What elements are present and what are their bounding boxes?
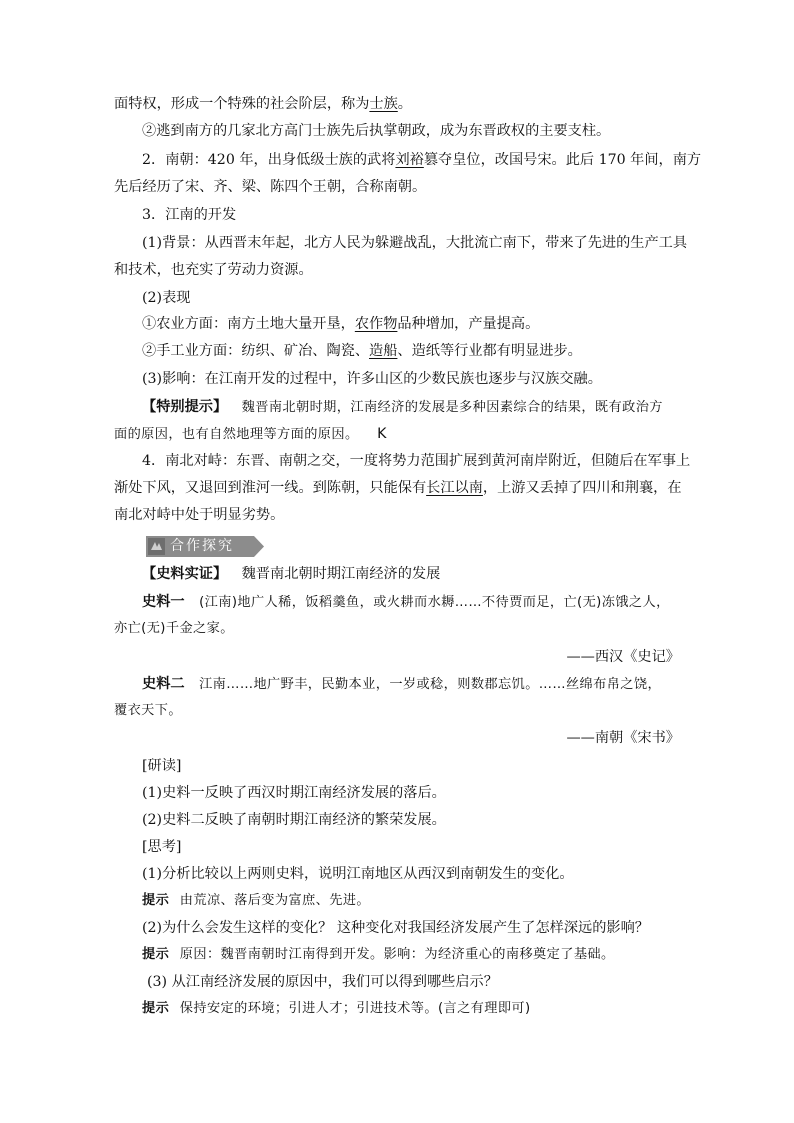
source-line	[142, 592, 670, 613]
paragraph-line: 南北对峙中处于明显劣势。	[114, 507, 285, 523]
underlined-term: 刘裕	[395, 152, 424, 168]
source-text: (江南)地广人稀，饭稻羹鱼，或火耕而水耨……不待贾而足，亡(无)冻饿之人，	[199, 595, 670, 610]
hint-text: 保持安定的环境；引进人才；引进技术等。(言之有理即可)	[179, 1001, 531, 1016]
paragraph-line: (1)背景：从西晋末年起，北方人民为躲避战乱，大批流亡南下，带来了先进的生产工具	[142, 235, 688, 251]
section-title: 魏晋南北朝时期江南经济的发展	[241, 566, 441, 582]
text: 面特权，形成一个特殊的社会阶层，称为	[114, 96, 370, 112]
study-heading: [研读]	[142, 758, 182, 774]
hint-label: 提示	[142, 893, 170, 908]
text: 。	[397, 96, 412, 112]
special-tip-text: 魏晋南北朝时期，江南经济的发展是多种因素综合的结果，既有政治方	[241, 400, 663, 415]
source-citation: ——西汉《史记》	[566, 649, 680, 665]
hint-text: 由荒凉、落后变为富庶、先进。	[179, 893, 371, 908]
text: 品种增加，产量提高。	[397, 316, 540, 332]
paragraph-line: ②逃到南方的几家北方高门士族先后执掌朝政，成为东晋政权的主要支柱。	[142, 123, 611, 139]
source-label: 史料二	[142, 676, 185, 692]
special-tip-line	[142, 397, 663, 418]
paragraph-line	[142, 341, 582, 361]
question: (3) 从江南经济发展的原因中，我们可以得到哪些启示？	[147, 974, 498, 990]
text: ，上游又丢掉了四川和荆襄，在	[482, 480, 682, 496]
source-line: 亦亡(无)千金之家。	[114, 621, 234, 636]
paragraph-line	[114, 94, 412, 114]
text: 2．南朝：420 年，出身低级士族的武将	[142, 152, 396, 168]
source-label: 史料一	[142, 594, 185, 610]
paragraph-line: 4．南北对峙：东晋、南朝之交，一度将势力范围扩展到黄河南岸附近，但随后在军事上	[142, 453, 691, 469]
underlined-term: 造船	[369, 343, 398, 359]
section-heading	[142, 564, 440, 584]
study-line: (1)史料一反映了西汉时期江南经济发展的落后。	[142, 785, 446, 801]
section-banner	[146, 536, 264, 557]
question: (1)分析比较以上两则史料，说明江南地区从西汉到南朝发生的变化。	[142, 866, 574, 882]
hint-label: 提示	[142, 947, 170, 962]
hint-label: 提示	[142, 1001, 170, 1016]
section-label: 【史料实证】	[142, 566, 228, 582]
text: ①农业方面：南方土地大量开垦，	[142, 316, 355, 332]
hint-text: 原因：魏晋南朝时江南得到开发。影响：为经济重心的南移奠定了基础。	[179, 947, 615, 962]
paragraph-line: (3)影响：在江南开发的过程中，许多山区的少数民族也逐步与汉族交融。	[142, 371, 602, 387]
answer-hint	[142, 891, 370, 911]
special-tip-line	[114, 424, 386, 445]
question: (2)为什么会发生这样的变化？ 这种变化对我国经济发展产生了怎样深远的影响？	[142, 920, 649, 936]
source-text: 江南……地广野丰，民勤本业，一岁或稔，则数郡忘饥。……丝绵布帛之饶，	[199, 677, 662, 692]
paragraph-line: 和技术，也充实了劳动力资源。	[114, 262, 313, 278]
text: 篡夺皇位，改国号宋。此后 170 年间，南方	[423, 152, 702, 168]
paragraph-line	[114, 478, 682, 498]
special-tip-label: 【特别提示】	[142, 399, 228, 415]
study-line: (2)史料二反映了南朝时期江南经济的繁荣发展。	[142, 812, 446, 828]
stray-mark: K	[377, 426, 387, 442]
underlined-term: 长江以南	[426, 480, 483, 496]
source-line: 覆衣天下。	[114, 703, 182, 718]
subheading: 3．江南的开发	[142, 207, 237, 223]
underlined-term: 士族	[369, 96, 398, 112]
paragraph-line	[142, 314, 539, 334]
special-tip-text: 面的原因，也有自然地理等方面的原因。	[114, 427, 359, 442]
source-line	[142, 674, 661, 695]
text: 、造纸等行业都有明显进步。	[397, 343, 582, 359]
think-heading: [思考]	[142, 839, 182, 855]
answer-hint	[142, 945, 615, 965]
text: ②手工业方面：纺织、矿冶、陶瓷、	[142, 343, 370, 359]
underlined-term: 农作物	[354, 316, 398, 332]
subheading: (2)表现	[142, 290, 191, 306]
banner-title: 合作探究	[170, 538, 234, 554]
answer-hint	[142, 999, 531, 1019]
paragraph-line	[142, 150, 701, 170]
text: 渐处下风，又退回到淮河一线。到陈朝，只能保有	[114, 480, 427, 496]
source-citation: ——南朝《宋书》	[566, 730, 680, 746]
paragraph-line: 先后经历了宋、齐、梁、陈四个王朝，合称南朝。	[114, 179, 427, 195]
